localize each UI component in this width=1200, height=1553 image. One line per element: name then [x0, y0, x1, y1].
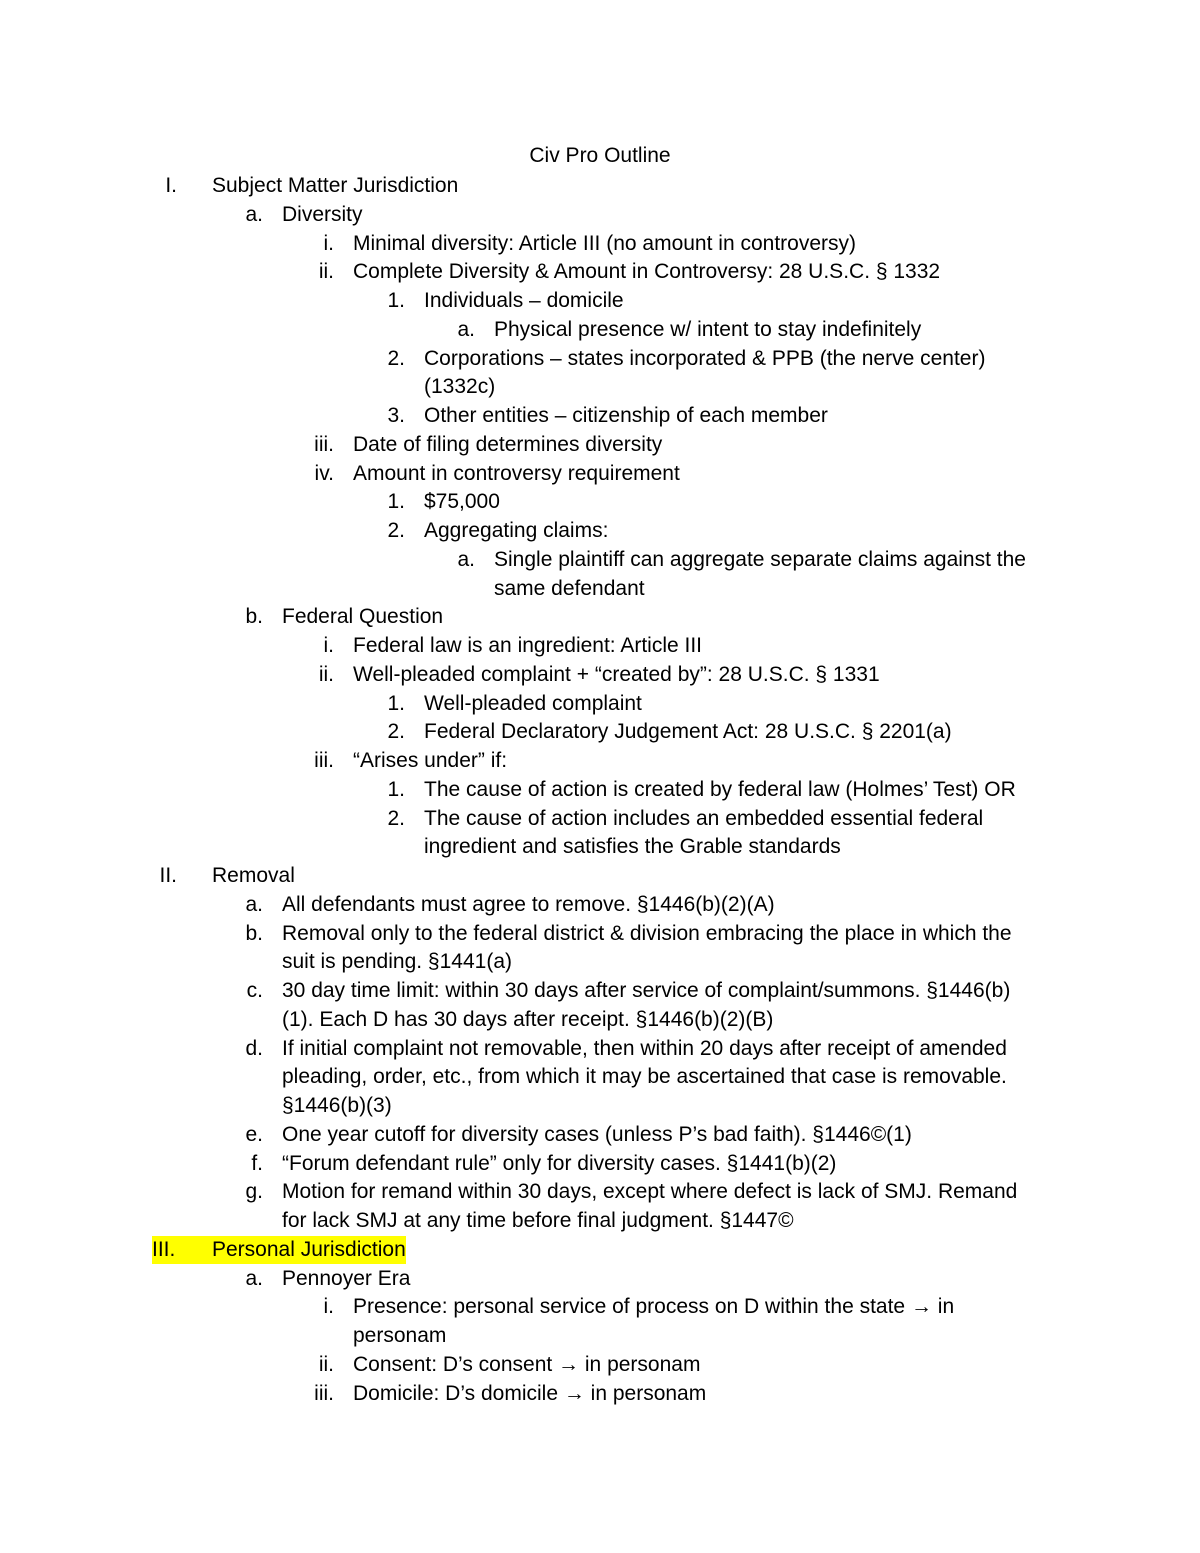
outline-line: If initial complaint not removable, then within 20 days after receipt of amended: [282, 1036, 1007, 1060]
outline-marker: a.: [245, 202, 263, 226]
outline-line: Other entities – citizenship of each member: [424, 404, 828, 427]
outline-line: 30 day time limit: within 30 days after service of complaint/summons. §1446(b): [282, 979, 1011, 1002]
outline-line: same defendant: [494, 576, 645, 600]
outline-marker: 1.: [387, 490, 405, 514]
outline-line: The cause of action is created by federal law (Holmes’ Test) OR: [424, 777, 1016, 801]
outline-marker: a.: [457, 547, 475, 571]
outline-line: “Forum defendant rule” only for diversity cases. §1441(b)(2): [282, 1151, 837, 1175]
outline-line: Date of filing determines diversity: [353, 432, 663, 456]
outline-marker: i.: [323, 231, 334, 255]
outline-marker: c.: [246, 979, 263, 1002]
outline-marker: 1.: [387, 777, 405, 801]
outline-marker: i.: [323, 634, 334, 657]
outline-marker: a.: [245, 892, 263, 916]
outline-marker: i.: [323, 1295, 334, 1319]
outline-marker: III.: [152, 1236, 212, 1264]
outline-marker: a.: [457, 317, 475, 341]
outline-line: for lack SMJ at any time before final judgment. §1447©: [282, 1209, 794, 1232]
outline-line: pleading, order, etc., from which it may be ascertained that case is removable.: [282, 1065, 1007, 1089]
outline-line: (1332c): [424, 375, 496, 399]
outline-line: Minimal diversity: Article III (no amount in controversy): [353, 231, 856, 255]
document-title: Civ Pro Outline: [529, 144, 671, 167]
outline-marker: g.: [245, 1180, 263, 1204]
outline-line: ingredient and satisfies the Grable standards: [424, 835, 841, 859]
outline-line: Personal Jurisdiction: [212, 1236, 406, 1264]
outline-marker: I.: [165, 174, 177, 197]
outline-marker: 2.: [387, 346, 405, 370]
outline-marker: 2.: [387, 720, 405, 744]
outline-marker: 2.: [387, 519, 405, 542]
outline-marker: iv.: [314, 461, 334, 485]
outline-line: $75,000: [424, 490, 500, 514]
outline-marker: ii.: [318, 260, 334, 284]
outline-line: “Arises under” if:: [353, 749, 508, 772]
outline-line: Individuals – domicile: [424, 289, 624, 312]
outline-line: Well-pleaded complaint + “created by”: 28 U.S.C. § 1331: [353, 662, 880, 686]
outline-line: suit is pending. §1441(a): [282, 950, 512, 974]
outline-line: Single plaintiff can aggregate separate claims against the: [494, 547, 1026, 571]
outline-marker: ii.: [318, 1352, 334, 1376]
outline-marker: iii.: [314, 749, 334, 772]
outline-line: Federal Declaratory Judgement Act: 28 U.S.C. § 2201(a): [424, 720, 952, 744]
outline-line: Federal law is an ingredient: Article III: [353, 634, 703, 657]
outline-line: All defendants must agree to remove. §1446(b)(2)(A): [282, 892, 775, 916]
outline-marker: II.: [159, 864, 177, 887]
outline-line: Complete Diversity & Amount in Controversy: 28 U.S.C. § 1332: [353, 260, 941, 284]
outline-line: Removal only to the federal district & division embracing the place in which the: [282, 921, 1012, 945]
outline-marker: iii.: [314, 432, 334, 456]
outline-line: §1446(b)(3): [282, 1094, 392, 1117]
outline-line: Pennoyer Era: [282, 1266, 411, 1290]
outline-line: Motion for remand within 30 days, except where defect is lack of SMJ. Remand: [282, 1180, 1018, 1204]
outline-line: Subject Matter Jurisdiction: [212, 174, 459, 197]
outline-line: Physical presence w/ intent to stay indefinitely: [494, 317, 922, 341]
outline-marker: 1.: [387, 691, 405, 715]
outline-line: Aggregating claims:: [424, 519, 609, 542]
outline-line: (1). Each D has 30 days after receipt. §1446(b)(2)(B): [282, 1007, 774, 1031]
outline-marker: ii.: [318, 662, 334, 686]
outline-marker: 3.: [387, 404, 405, 427]
outline-line: The cause of action includes an embedded essential federal: [424, 806, 984, 830]
outline-marker: 1.: [387, 289, 405, 312]
outline-line: Consent: D’s consent → in personam: [353, 1352, 701, 1376]
outline-line: Federal Question: [282, 605, 444, 629]
outline-marker: d.: [245, 1036, 263, 1060]
outline-line: Corporations – states incorporated & PPB (the nerve center): [424, 346, 986, 370]
outline-marker: b.: [245, 921, 263, 945]
outline-line: Well-pleaded complaint: [424, 691, 642, 715]
outline-line: Domicile: D’s domicile → in personam: [353, 1381, 707, 1405]
outline-marker: iii.: [314, 1381, 334, 1405]
outline-marker: e.: [245, 1122, 263, 1146]
outline-marker: a.: [245, 1266, 263, 1290]
outline-line: One year cutoff for diversity cases (unless P’s bad faith). §1446©(1): [282, 1122, 912, 1146]
outline-line: Removal: [212, 864, 295, 887]
outline-marker: f.: [251, 1151, 263, 1175]
outline-marker: b.: [245, 605, 263, 629]
outline-line: Diversity: [282, 202, 363, 226]
outline-line: Amount in controversy requirement: [353, 461, 680, 485]
outline-marker: 2.: [387, 806, 405, 830]
outline-line: Presence: personal service of process on D within the state → in: [353, 1295, 955, 1319]
outline-line: personam: [353, 1324, 447, 1347]
